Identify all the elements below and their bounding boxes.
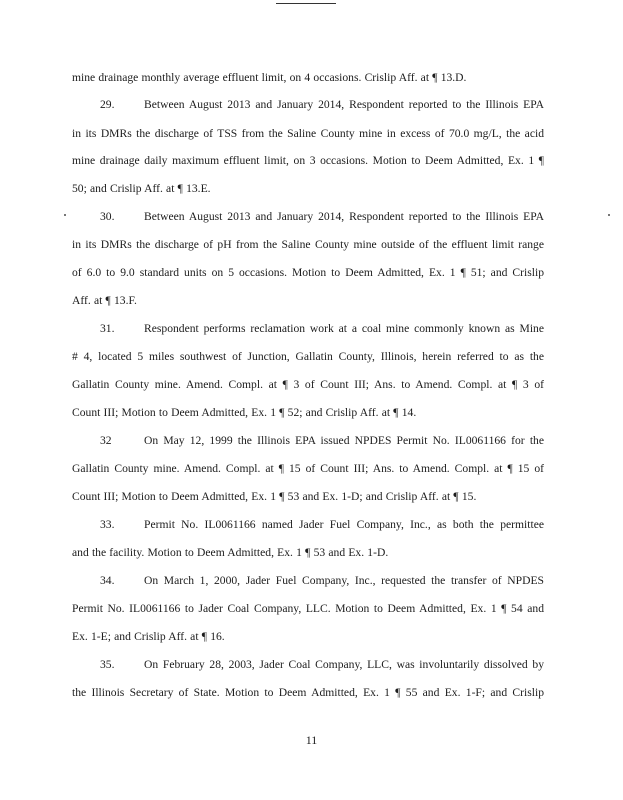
paragraph-number: 32 (100, 434, 112, 447)
paragraph-line: 50; and Crislip Aff. at ¶ 13.E. (72, 182, 211, 195)
paragraph-number: 31. (100, 322, 115, 335)
paragraph-first-line (100, 321, 544, 337)
paragraph-line: of 6.0 to 9.0 standard units on 5 occasions. Motion to Deem Admitted, Ex. 1 ¶ 51; and Crislip (72, 266, 544, 279)
paragraph-line: # 4, located 5 miles southwest of Junction, Gallatin County, Illinois, herein referred to as the (72, 350, 544, 363)
top-edge-rule (276, 3, 336, 4)
paragraph-text: Between August 2013 and January 2014, Respondent reported to the Illinois EPA (144, 98, 544, 111)
paragraph-text: Permit No. IL0061166 named Jader Fuel Company, Inc., as both the permittee (144, 518, 544, 531)
paragraph-number: 29. (100, 98, 115, 111)
paragraph-number: 33. (100, 518, 115, 531)
paragraph-text: Respondent performs reclamation work at a coal mine commonly known as Mine (144, 322, 544, 335)
paragraph-text: On March 1, 2000, Jader Fuel Company, Inc., requested the transfer of NPDES (144, 574, 544, 587)
paragraph-first-line (100, 433, 544, 449)
paragraph-first-line (100, 657, 544, 673)
paragraph-first-line (100, 209, 544, 225)
paragraph-line: and the facility. Motion to Deem Admitted, Ex. 1 ¶ 53 and Ex. 1-D. (72, 546, 389, 559)
paragraph-line: Aff. at ¶ 13.F. (72, 294, 137, 307)
paragraph-first-line (100, 573, 544, 589)
paragraph-line: in its DMRs the discharge of TSS from the Saline County mine in excess of 70.0 mg/L, the acid (72, 127, 544, 140)
paragraph-line: Gallatin County mine. Amend. Compl. at ¶ 15 of Count III; Ans. to Amend. Compl. at ¶ 15 of (72, 462, 544, 475)
paragraph-text: Between August 2013 and January 2014, Respondent reported to the Illinois EPA (144, 210, 544, 223)
paragraph-number: 34. (100, 574, 115, 587)
paragraph-first-line (100, 517, 544, 533)
paragraph-line: Gallatin County mine. Amend. Compl. at ¶ 3 of Count III; Ans. to Amend. Compl. at ¶ 3 of (72, 378, 544, 391)
paragraph-number: 30. (100, 210, 115, 223)
paragraph-line: mine drainage daily maximum effluent limit, on 3 occasions. Motion to Deem Admitted, Ex. 1 ¶ (72, 154, 544, 167)
paragraph-line: Count III; Motion to Deem Admitted, Ex. 1 ¶ 52; and Crislip Aff. at ¶ 14. (72, 406, 417, 419)
paragraph-text: On May 12, 1999 the Illinois EPA issued NPDES Permit No. IL0061166 for the (144, 434, 544, 447)
paragraph-line: Ex. 1-E; and Crislip Aff. at ¶ 16. (72, 630, 225, 643)
paragraph-line: Permit No. IL0061166 to Jader Coal Company, LLC. Motion to Deem Admitted, Ex. 1 ¶ 54 and (72, 602, 544, 615)
paragraph-line: Count III; Motion to Deem Admitted, Ex. 1 ¶ 53 and Ex. 1-D; and Crislip Aff. at ¶ 15. (72, 490, 477, 503)
paragraph-line: mine drainage monthly average effluent limit, on 4 occasions. Crislip Aff. at ¶ 13.D. (72, 71, 467, 84)
page-number: 11 (305, 733, 318, 747)
scan-speck (608, 214, 610, 216)
paragraph-line: in its DMRs the discharge of pH from the Saline County mine outside of the effluent limit range (72, 238, 544, 251)
paragraph-line: the Illinois Secretary of State. Motion to Deem Admitted, Ex. 1 ¶ 55 and Ex. 1-F; and Crislip (72, 686, 544, 699)
paragraph-text: On February 28, 2003, Jader Coal Company, LLC, was involuntarily dissolved by (144, 658, 544, 671)
scan-speck (64, 214, 66, 216)
paragraph-number: 35. (100, 658, 115, 671)
paragraph-first-line (100, 97, 544, 113)
